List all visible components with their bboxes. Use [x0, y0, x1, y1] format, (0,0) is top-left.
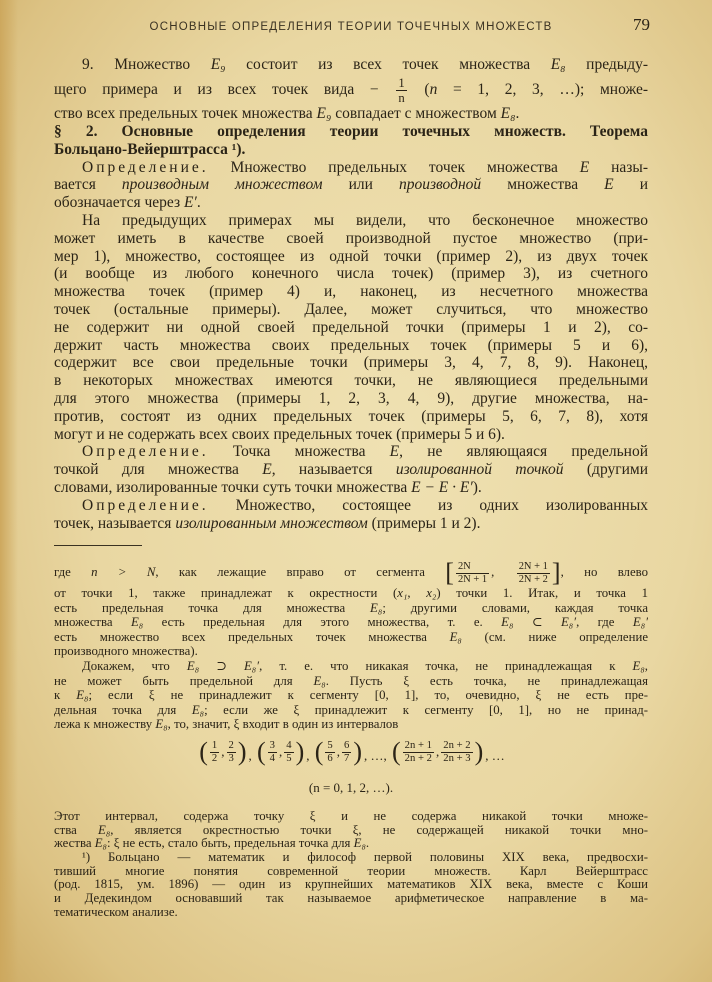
- text-run: ; если же ξ принадлежит к сегменту [0, 1], но не принад-: [204, 702, 648, 717]
- math-symbol: E: [389, 443, 400, 461]
- paragraph-text: [54, 212, 648, 443]
- text-line: [54, 74, 648, 106]
- text-line: [54, 688, 648, 703]
- text-run: (род. 1815, ум. 1896) — один из крупнейших математиков XIX века, вместе с Коши: [54, 878, 648, 892]
- paren-open: (: [392, 737, 401, 766]
- text-run: тивший многие понятия современной теории множеств. Карл Вейерштрасс: [54, 864, 648, 878]
- fraction-denominator: 2n + 2: [404, 752, 432, 764]
- fraction: [456, 561, 489, 585]
- text-line: [54, 878, 648, 892]
- math-symbol: E′: [183, 194, 197, 212]
- fraction-denominator: 6: [327, 752, 333, 764]
- text-line: [54, 558, 648, 586]
- fraction-denominator: 2n + 3: [443, 752, 471, 764]
- text-run: производного множества).: [54, 644, 198, 659]
- text-run: держит часть множества своих предельных точек (примеры 5 и 6),: [54, 336, 648, 354]
- separator: ,: [306, 748, 313, 763]
- text-run: , но влево: [560, 565, 648, 579]
- comma: ,: [436, 744, 440, 759]
- text-line: [54, 892, 648, 906]
- text-run: .: [196, 194, 201, 212]
- italic-term: изолированным множеством: [175, 514, 368, 532]
- fraction-denominator: n: [398, 90, 405, 105]
- text-run: могут и не содержать всех своих предельных точек (примеры 5 и 6).: [54, 425, 505, 443]
- math-symbol: E₉: [316, 105, 332, 123]
- text-run: где: [54, 565, 92, 579]
- paragraph-definition: [54, 497, 648, 533]
- text-run: не содержит ни одной своей предельной точки (примеры 1 и 2), со-: [54, 318, 648, 336]
- n-range-formula: (n = 0, 1, 2, …).: [308, 780, 394, 795]
- separator: , …,: [364, 748, 390, 763]
- text-run: ; другими словами, каждая точка: [382, 600, 648, 615]
- math-symbol: x₁: [397, 586, 408, 600]
- text-run: Точка множества: [208, 443, 390, 461]
- text-run: жества: [54, 837, 95, 851]
- math-symbol: E₈: [155, 717, 168, 732]
- text-line: [54, 851, 648, 865]
- text-run: 9. Множество: [82, 56, 211, 73]
- text-line: [54, 212, 648, 230]
- text-run: , как лежащие вправо от сегмента: [155, 565, 446, 579]
- fraction: [210, 740, 219, 764]
- text-run: (: [408, 80, 430, 98]
- text-line: [54, 319, 648, 337]
- math-symbol: E₈: [76, 688, 89, 703]
- interval: [199, 737, 246, 767]
- text-line: [54, 515, 648, 533]
- continued-note-text: [54, 558, 648, 732]
- text-line: [54, 105, 648, 123]
- page-edge-shadow: [0, 0, 18, 982]
- text-line: [54, 283, 648, 301]
- text-run: Множество предельных точек множества: [208, 158, 580, 176]
- paragraph-footnote: [54, 851, 648, 919]
- text-line: [54, 426, 648, 444]
- text-line: [54, 248, 648, 266]
- text-run: ).: [472, 479, 482, 497]
- fraction: [227, 740, 236, 764]
- text-run: (другими: [563, 461, 648, 479]
- text-run: назы-: [589, 158, 648, 176]
- text-line: [54, 390, 648, 408]
- text-line: [54, 372, 648, 390]
- math-symbol: E₈: [191, 702, 205, 717]
- fraction-denominator: 2N + 1: [457, 573, 488, 585]
- math-symbol: E: [579, 158, 590, 176]
- math-symbol: E₈: [632, 658, 645, 673]
- math-symbol: n > N: [91, 565, 156, 579]
- fraction: [441, 740, 472, 764]
- text-run: . Пусть ξ есть точка, не принадлежащая: [325, 673, 648, 688]
- text-run: Множество, состоящее из одних изолированных: [208, 496, 648, 514]
- text-line: [54, 230, 648, 248]
- text-run: состоит из всех точек множества: [225, 56, 551, 73]
- text-run: для этого множества (примеры 1, 2, 3, 4, 9), другие множества, на-: [54, 390, 648, 408]
- text-line: [54, 141, 648, 159]
- text-run: .: [515, 105, 520, 123]
- text-run: мер 1), множество, состоящее из одной точки (пример 2), из двух точек: [54, 247, 648, 265]
- paren-open: (: [199, 737, 208, 766]
- paragraph-definition: [54, 159, 648, 212]
- text-run: тематическом анализе.: [54, 905, 178, 919]
- interval: [257, 737, 304, 767]
- fraction-denominator: 7: [344, 752, 350, 764]
- text-line: [54, 659, 648, 674]
- spaced-label: Определение.: [82, 443, 209, 461]
- text-run: обозначается через: [54, 194, 184, 212]
- fraction-numerator: 2N + 1: [518, 561, 548, 573]
- text-run: в некоторых множествах имеются точки, не являющиеся предельными: [54, 372, 648, 390]
- fraction: [396, 76, 406, 105]
- text-run: к: [54, 688, 77, 703]
- math-symbol: E₈ ⊃ E₈′: [186, 658, 260, 673]
- text-run: множества: [481, 176, 605, 194]
- text-line: [54, 123, 648, 141]
- text-run: .: [365, 837, 370, 851]
- text-line: [54, 337, 648, 355]
- math-symbol: E − E · E′: [411, 479, 473, 497]
- text-line: [54, 479, 648, 497]
- text-run: ,: [407, 586, 427, 600]
- comma: ,: [336, 744, 340, 759]
- text-run: и Дедекиндом основавший так называемое арифметическое направление в ма-: [54, 892, 648, 906]
- math-symbol: E: [262, 461, 272, 479]
- text-line: [54, 810, 648, 824]
- text-run: множества: [54, 615, 131, 630]
- text-line: [54, 497, 648, 515]
- text-line: [54, 865, 648, 879]
- interval: [315, 737, 362, 767]
- paren-close: ): [295, 737, 305, 766]
- paragraph-continuation: [54, 558, 648, 659]
- math-symbol: E₈ ⊂ E₈′: [501, 615, 577, 630]
- running-title: ОСНОВНЫЕ ОПРЕДЕЛЕНИЯ ТЕОРИИ ТОЧЕЧНЫХ МНОЖЕСТВ: [149, 21, 553, 33]
- text-run: , т. е. что никакая точка, не принадлежащая к: [259, 658, 633, 673]
- fraction-numerator: 2n + 1: [404, 739, 432, 751]
- math-symbol: E₈: [550, 56, 566, 73]
- text-line: [54, 354, 648, 372]
- text-run: , то, значит, ξ входит в один из интервалов: [167, 717, 399, 732]
- fraction-numerator: 6: [344, 739, 350, 751]
- separator: ,: [248, 748, 255, 763]
- paragraph-example: [54, 56, 648, 123]
- text-run: ,: [644, 658, 648, 673]
- fraction-numerator: 2n + 2: [443, 739, 471, 751]
- text-run: не может быть предельной для: [54, 673, 314, 688]
- text-run: есть множество всех предельных точек множества: [54, 629, 450, 644]
- ellipsis: , …: [485, 748, 505, 763]
- paragraph-conclusion: [54, 810, 648, 851]
- text-line: [54, 461, 648, 479]
- text-run: (и вообще из любого конечного числа точек) (пример 3), из счетного: [54, 265, 648, 283]
- math-symbol: E₈: [449, 629, 462, 644]
- intervals-formula: [54, 737, 648, 771]
- text-run: ство всех предельных точек множества: [54, 105, 317, 123]
- text-run: ства: [54, 823, 98, 837]
- math-symbol: E₉: [210, 56, 226, 73]
- text-line: [54, 703, 648, 718]
- fraction-numerator: 3: [269, 739, 275, 751]
- fraction-denominator: 5: [286, 752, 292, 764]
- paren-open: (: [314, 737, 324, 766]
- text-run: и: [613, 176, 648, 194]
- text-run: щего примера и из всех точек вида −: [54, 80, 395, 98]
- text-run: : ξ не есть, стало быть, предельная точка для: [106, 837, 354, 851]
- text-line: [54, 443, 648, 461]
- bracket: ]: [551, 558, 561, 586]
- text-run: Докажем, что: [82, 658, 187, 673]
- math-symbol: E₈: [313, 673, 326, 688]
- text-run: от точки 1, также принадлежат к окрестности (: [54, 586, 398, 600]
- italic-term: производным множеством: [121, 176, 323, 194]
- math-symbol: E₈: [353, 837, 366, 851]
- text-run: На предыдущих примерах мы видели, что бесконечное множество: [82, 212, 648, 230]
- fraction: [517, 561, 550, 585]
- text-run: точкой для множества: [54, 461, 263, 479]
- text-run: вается: [54, 176, 122, 194]
- text-run: совпадает с множеством: [331, 105, 501, 123]
- text-run: Больцано-Вейерштрасса ¹).: [54, 140, 246, 158]
- math-symbol: x₂: [426, 586, 437, 600]
- paragraph-section-heading: [54, 123, 648, 159]
- conclusion-and-footnote: [54, 810, 648, 920]
- math-symbol: E₈: [94, 837, 107, 851]
- main-text: [54, 56, 648, 532]
- text-line: [54, 176, 648, 194]
- text-run: лежа к множеству: [54, 717, 156, 732]
- fraction-numerator: 5: [327, 739, 333, 751]
- math-symbol: E₈: [130, 615, 144, 630]
- text-line: [54, 265, 648, 283]
- text-line: [54, 717, 648, 732]
- text-run: , не являющаяся предельной: [399, 443, 648, 461]
- paren-close: ): [237, 737, 247, 766]
- text-run: = 1, 2, 3, …); множе-: [437, 80, 648, 98]
- math-symbol: E: [604, 176, 614, 194]
- text-line: [54, 408, 648, 426]
- paragraph-proof: [54, 659, 648, 732]
- text-run: предыду-: [565, 56, 648, 73]
- text-line: [54, 159, 648, 177]
- comma: ,: [279, 744, 283, 759]
- fraction-denominator: 2N + 2: [518, 573, 548, 585]
- fraction: [403, 740, 434, 764]
- italic-term: производной: [398, 176, 482, 194]
- text-run: ) точки 1. Итак, и точка 1: [436, 586, 648, 600]
- fraction: [268, 740, 277, 764]
- text-line: [54, 586, 648, 601]
- comma: ,: [221, 744, 225, 759]
- math-symbol: n: [429, 80, 438, 98]
- paren-open: (: [257, 737, 266, 766]
- text-line: [54, 674, 648, 689]
- text-run: , называется: [271, 461, 396, 479]
- text-line: [54, 615, 648, 630]
- fraction-numerator: 1: [398, 75, 405, 90]
- fraction-denominator: 4: [269, 752, 275, 764]
- text-line: [54, 601, 648, 616]
- paren-close: ): [353, 737, 362, 766]
- text-run: , является окрестностью точки ξ, не содержащей никакой точки мно-: [110, 823, 648, 837]
- italic-term: изолированной точкой: [395, 461, 564, 479]
- math-symbol: E₈: [370, 600, 383, 615]
- paragraph-definition: [54, 443, 648, 496]
- text-line: [54, 644, 648, 659]
- text-run: § 2. Основные определения теории точечных множеств. Теорема: [54, 123, 648, 141]
- text-line: [54, 56, 648, 74]
- text-run: , где: [576, 615, 633, 630]
- math-symbol: E₈′: [632, 615, 648, 630]
- paren-close: ): [474, 737, 484, 766]
- math-symbol: E₈: [98, 823, 111, 837]
- text-run: множества точек (пример 4) и, наконец, из несчетного множества: [54, 283, 648, 301]
- text-line: [54, 906, 648, 920]
- text-run: (см. ниже определение: [461, 629, 648, 644]
- fraction-numerator: 2N: [456, 561, 489, 574]
- text-run: ¹) Больцано — математик и философ первой половины XIX века, предвосхи-: [82, 851, 648, 865]
- fraction: [325, 740, 334, 764]
- page-number: 79: [633, 15, 650, 34]
- text-run: дельная точка для: [54, 702, 192, 717]
- text-run: против, состоят из одних предельных точек (примеры 5, 6, 7, 8), хотя: [54, 407, 648, 425]
- text-run: Этот интервал, содержа точку ξ и не содержа никакой точки множе-: [54, 810, 648, 823]
- fraction: [284, 740, 293, 764]
- text-run: ,: [491, 565, 515, 579]
- fraction-denominator: 2: [211, 752, 218, 764]
- spaced-label: Определение.: [82, 496, 209, 514]
- text-run: содержит все свои предельные точки (примеры 3, 4, 7, 8, 9). Наконец,: [54, 354, 648, 372]
- text-line: [54, 301, 648, 319]
- text-run: есть предельная для этого множества, т. е.: [143, 615, 502, 630]
- text-line: [54, 194, 648, 212]
- fraction-numerator: 4: [286, 739, 292, 751]
- fraction-denominator: 3: [228, 752, 234, 764]
- text-run: может иметь в качестве своей производной пустое множество (при-: [54, 229, 648, 247]
- text-run: есть предельная точка для множества: [54, 600, 371, 615]
- text-line: [54, 824, 648, 838]
- math-symbol: E₈: [500, 105, 516, 123]
- text-run: точек (остальные примеры). Далее, может случиться, что множество: [54, 301, 648, 319]
- text-line: [54, 630, 648, 645]
- fraction-numerator: 1: [211, 739, 218, 751]
- fraction: [342, 740, 351, 764]
- text-run: точек, называется: [54, 514, 176, 532]
- bracket: [: [445, 558, 454, 586]
- footnote-rule: [54, 545, 142, 546]
- text-run: (примеры 1 и 2).: [367, 514, 481, 532]
- text-line: [54, 837, 648, 851]
- fraction-numerator: 2: [228, 739, 234, 751]
- interval: [392, 737, 483, 767]
- text-run: или: [322, 176, 399, 194]
- text-run: ; если ξ не принадлежит к сегменту [0, 1], то, очевидно, ξ не есть пре-: [88, 688, 648, 703]
- spaced-label: Определение.: [82, 158, 209, 176]
- text-run: словами, изолированные точки суть точки множества: [54, 479, 412, 497]
